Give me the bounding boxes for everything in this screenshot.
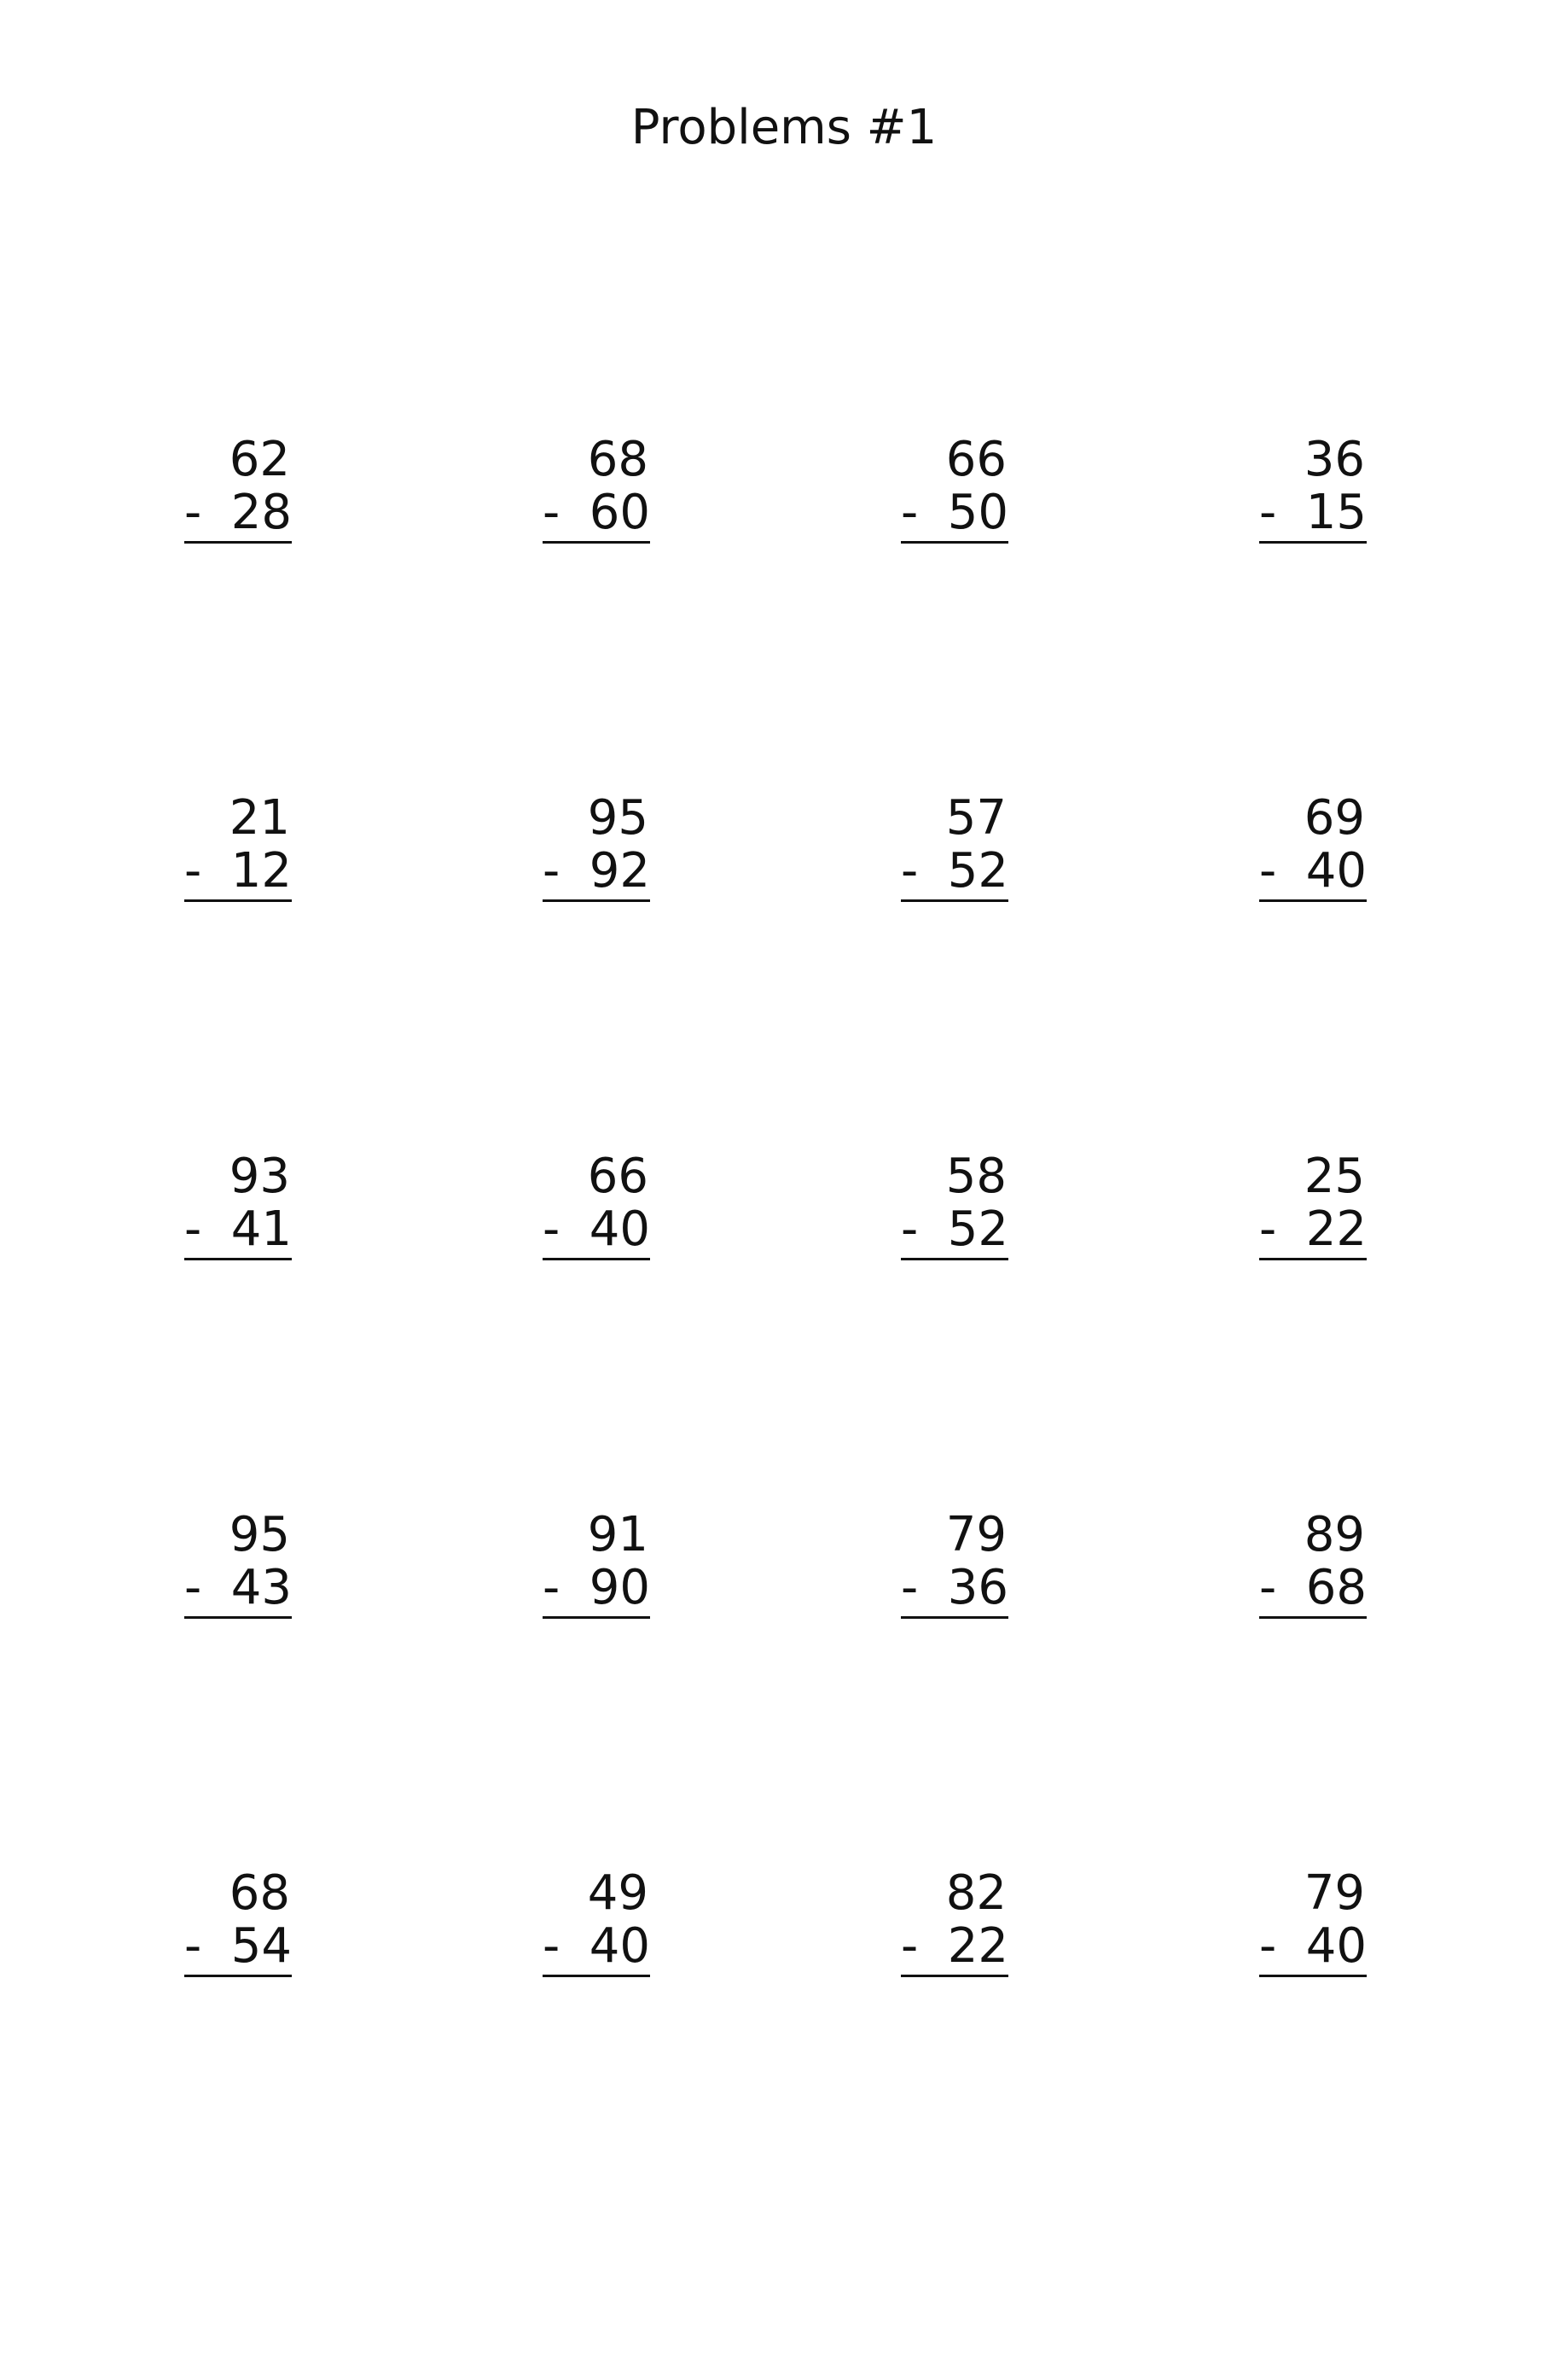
subtrahend-row bbox=[901, 845, 1008, 902]
minuend: 36 bbox=[1304, 432, 1365, 487]
minus-sign: - bbox=[543, 1918, 560, 1974]
subtrahend: 41 bbox=[230, 1201, 292, 1257]
subtrahend: 92 bbox=[589, 843, 650, 899]
subtrahend-row bbox=[901, 1203, 1008, 1260]
minus-sign: - bbox=[901, 485, 919, 540]
subtrahend-row bbox=[543, 845, 650, 902]
minus-sign: - bbox=[543, 1560, 560, 1615]
subtrahend: 68 bbox=[1305, 1560, 1367, 1615]
subtrahend-row bbox=[184, 1562, 292, 1619]
subtrahend: 52 bbox=[947, 1201, 1008, 1257]
problem-16 bbox=[1213, 1509, 1367, 1619]
minus-sign: - bbox=[184, 843, 202, 899]
problem-3 bbox=[855, 433, 1008, 544]
subtrahend-row bbox=[1259, 845, 1367, 902]
minus-sign: - bbox=[901, 1560, 919, 1615]
problem-4 bbox=[1213, 433, 1367, 544]
minus-sign: - bbox=[1259, 1560, 1277, 1615]
minus-sign: - bbox=[901, 843, 919, 899]
problem-20 bbox=[1213, 1867, 1367, 1977]
subtrahend: 52 bbox=[947, 843, 1008, 899]
problem-12 bbox=[1213, 1150, 1367, 1260]
problem-1 bbox=[138, 433, 292, 544]
minuend: 49 bbox=[587, 1865, 648, 1921]
subtrahend-row bbox=[1259, 1203, 1367, 1260]
problem-18 bbox=[497, 1867, 650, 1977]
problem-15 bbox=[855, 1509, 1008, 1619]
subtrahend: 28 bbox=[230, 485, 292, 540]
subtrahend: 90 bbox=[589, 1560, 650, 1615]
problem-10 bbox=[497, 1150, 650, 1260]
problem-19 bbox=[855, 1867, 1008, 1977]
minuend: 79 bbox=[945, 1507, 1007, 1562]
problem-14 bbox=[497, 1509, 650, 1619]
minuend: 21 bbox=[229, 790, 290, 846]
minuend: 79 bbox=[1304, 1865, 1365, 1921]
problem-17 bbox=[138, 1867, 292, 1977]
minus-sign: - bbox=[543, 843, 560, 899]
minus-sign: - bbox=[184, 1201, 202, 1257]
subtrahend: 40 bbox=[1305, 843, 1367, 899]
minuend: 69 bbox=[1304, 790, 1365, 846]
minuend: 25 bbox=[1304, 1149, 1365, 1204]
problem-8 bbox=[1213, 792, 1367, 902]
problem-11 bbox=[855, 1150, 1008, 1260]
subtrahend: 54 bbox=[230, 1918, 292, 1974]
subtrahend-row bbox=[1259, 1920, 1367, 1977]
minus-sign: - bbox=[1259, 1201, 1277, 1257]
subtrahend-row bbox=[1259, 486, 1367, 544]
subtrahend-row bbox=[543, 1562, 650, 1619]
minuend: 89 bbox=[1304, 1507, 1365, 1562]
minus-sign: - bbox=[1259, 1918, 1277, 1974]
subtrahend: 43 bbox=[230, 1560, 292, 1615]
subtrahend-row bbox=[543, 486, 650, 544]
problem-13 bbox=[138, 1509, 292, 1619]
minus-sign: - bbox=[901, 1918, 919, 1974]
minuend: 93 bbox=[229, 1149, 290, 1204]
minuend: 82 bbox=[945, 1865, 1007, 1921]
subtrahend: 60 bbox=[589, 485, 650, 540]
subtrahend: 40 bbox=[1305, 1918, 1367, 1974]
subtrahend-row bbox=[901, 1562, 1008, 1619]
minus-sign: - bbox=[1259, 485, 1277, 540]
subtrahend: 40 bbox=[589, 1918, 650, 1974]
subtrahend-row bbox=[543, 1203, 650, 1260]
minuend: 68 bbox=[587, 432, 648, 487]
minuend: 57 bbox=[945, 790, 1007, 846]
subtrahend-row bbox=[184, 486, 292, 544]
subtrahend-row bbox=[901, 486, 1008, 544]
minuend: 58 bbox=[945, 1149, 1007, 1204]
subtrahend: 50 bbox=[947, 485, 1008, 540]
minus-sign: - bbox=[184, 485, 202, 540]
subtrahend: 22 bbox=[1305, 1201, 1367, 1257]
minuend: 66 bbox=[587, 1149, 648, 1204]
problem-7 bbox=[855, 792, 1008, 902]
problem-9 bbox=[138, 1150, 292, 1260]
minuend: 66 bbox=[945, 432, 1007, 487]
minuend: 95 bbox=[587, 790, 648, 846]
minus-sign: - bbox=[901, 1201, 919, 1257]
problem-5 bbox=[138, 792, 292, 902]
subtrahend: 15 bbox=[1305, 485, 1367, 540]
minuend: 91 bbox=[587, 1507, 648, 1562]
subtrahend: 36 bbox=[947, 1560, 1008, 1615]
subtrahend-row bbox=[1259, 1562, 1367, 1619]
minuend: 68 bbox=[229, 1865, 290, 1921]
subtrahend-row bbox=[184, 1920, 292, 1977]
subtrahend-row bbox=[901, 1920, 1008, 1977]
subtrahend-row bbox=[543, 1920, 650, 1977]
subtrahend: 40 bbox=[589, 1201, 650, 1257]
minus-sign: - bbox=[543, 485, 560, 540]
subtrahend-row bbox=[184, 845, 292, 902]
problem-6 bbox=[497, 792, 650, 902]
subtrahend: 12 bbox=[230, 843, 292, 899]
minuend: 62 bbox=[229, 432, 290, 487]
subtrahend-row bbox=[184, 1203, 292, 1260]
minus-sign: - bbox=[184, 1560, 202, 1615]
minus-sign: - bbox=[1259, 843, 1277, 899]
problem-2 bbox=[497, 433, 650, 544]
minus-sign: - bbox=[543, 1201, 560, 1257]
minus-sign: - bbox=[184, 1918, 202, 1974]
page-title: Problems #1 bbox=[630, 100, 938, 155]
subtrahend: 22 bbox=[947, 1918, 1008, 1974]
minuend: 95 bbox=[229, 1507, 290, 1562]
